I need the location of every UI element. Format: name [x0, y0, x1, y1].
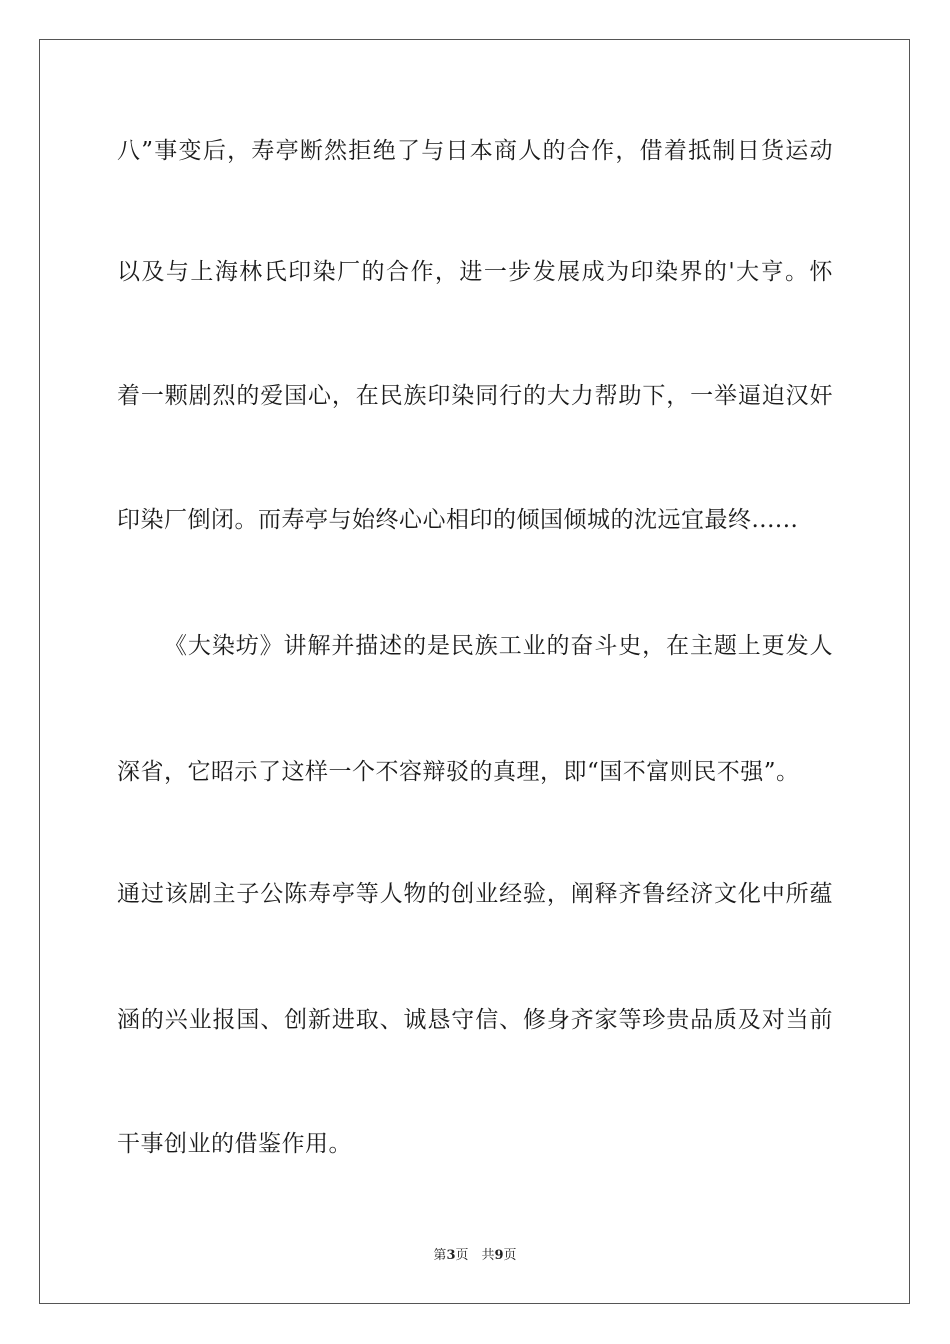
text-line-9: 干事创业的借鉴作用。 — [117, 1131, 352, 1157]
footer-prefix: 第 — [433, 1248, 447, 1263]
footer-total-pages: 9 — [494, 1248, 504, 1263]
page-border — [39, 39, 910, 1304]
text-line-8: 涵的兴业报国、创新进取、诚恳守信、修身齐家等珍贵品质及对当前 — [117, 1007, 833, 1033]
footer-suffix: 页 — [503, 1248, 517, 1263]
text-line-4: 印染厂倒闭。而寿亭与始终心心相印的倾国倾城的沈远宜最终...... — [117, 507, 799, 533]
text-line-1: 八”事变后，寿亭断然拒绝了与日本商人的合作，借着抵制日货运动 — [117, 138, 833, 164]
footer-mid: 页 共 — [455, 1248, 495, 1263]
footer-page-number: 3 — [446, 1248, 456, 1263]
text-line-5: 《大染坊》讲解并描述的是民族工业的奋斗史，在主题上更发人 — [164, 633, 833, 659]
page-footer — [0, 1247, 950, 1265]
text-line-7: 通过该剧主子公陈寿亭等人物的创业经验，阐释齐鲁经济文化中所蕴 — [117, 881, 833, 907]
text-line-3: 着一颗剧烈的爱国心，在民族印染同行的大力帮助下，一举逼迫汉奸 — [117, 383, 833, 409]
text-line-6: 深省，它昭示了这样一个不容辩驳的真理，即“国不富则民不强”。 — [117, 759, 800, 785]
text-line-2: 以及与上海林氏印染厂的合作，进一步发展成为印染界的'大亨。怀 — [117, 259, 833, 285]
